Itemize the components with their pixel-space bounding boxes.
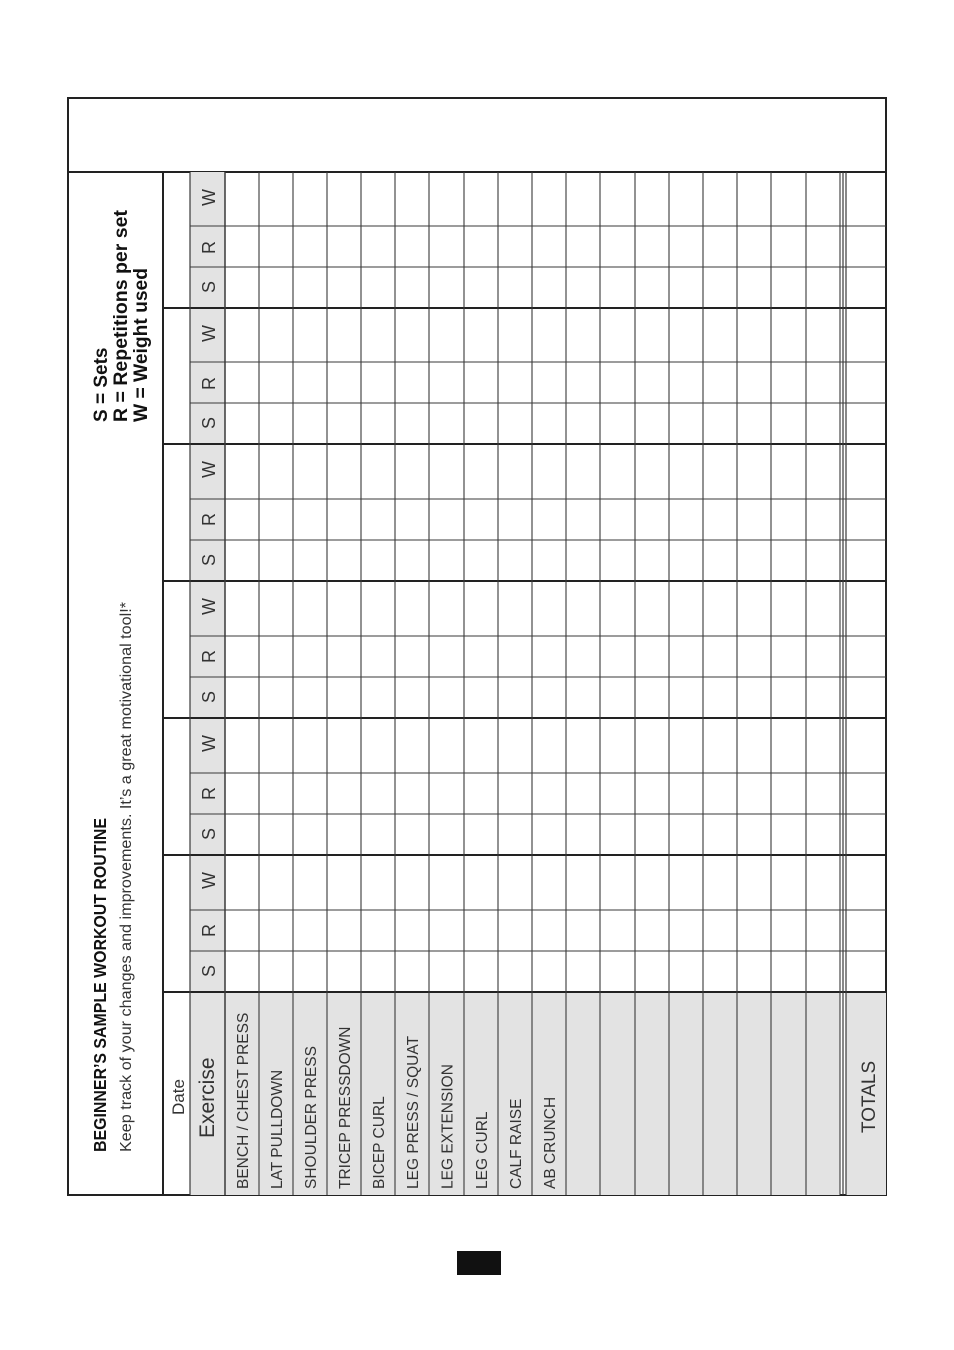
exercise-name: LEG PRESS / SQUAT [405,1035,422,1189]
srw-label-w: W [199,461,219,478]
srw-label-s: S [199,690,219,703]
legend-sets: S = Sets [91,347,112,422]
exercise-name: LEG CURL [474,1111,491,1189]
srw-label-w: W [199,189,219,206]
exercise-name: CALF RAISE [508,1098,525,1189]
exercise-name: TRICEP PRESSDOWN [337,1026,354,1189]
srw-label-r: R [199,377,219,390]
srw-label-r: R [199,924,219,937]
sheet-subtitle: Keep track of your changes and improvements. It’s a great motivational tool!* [118,624,135,1152]
srw-label-s: S [199,964,219,977]
srw-label-s: S [199,827,219,840]
exercise-name: BENCH / CHEST PRESS [235,1012,252,1189]
exercise-name: SHOULDER PRESS [303,1046,320,1189]
srw-label-r: R [199,650,219,663]
srw-label-r: R [199,787,219,800]
exercise-name: AB CRUNCH [542,1096,559,1189]
totals-label: TOTALS [859,1060,880,1133]
sheet-title: BEGINNER’S SAMPLE WORKOUT ROUTINE [90,784,110,1152]
page-number-tab [457,1251,501,1275]
log-grid [68,172,886,1195]
legend-weight: W = Weight used [131,269,152,422]
srw-label-w: W [199,872,219,889]
srw-label-s: S [199,416,219,429]
srw-label-w: W [199,325,219,342]
srw-label-r: R [199,513,219,526]
legend-reps: R = Repetitions per set [111,215,132,422]
srw-label-r: R [199,241,219,254]
exercise-name: LAT PULLDOWN [269,1069,286,1189]
exercise-label: Exercise [196,1057,219,1138]
srw-label-s: S [199,553,219,566]
date-label: Date [169,1079,188,1115]
srw-label-w: W [199,598,219,615]
srw-label-s: S [199,280,219,293]
srw-label-w: W [199,735,219,752]
exercise-name: BICEP CURL [371,1096,388,1189]
exercise-name: LEG EXTENSION [439,1064,457,1189]
